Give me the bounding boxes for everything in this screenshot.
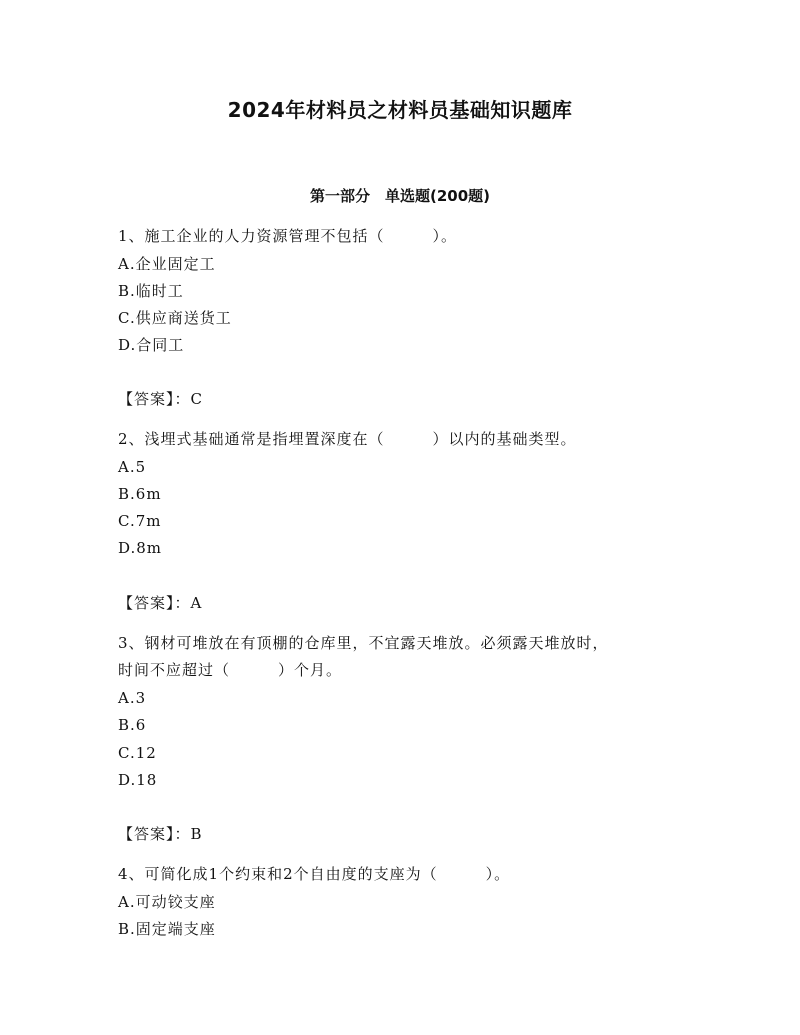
question-2-answer: 【答案】：A [118, 594, 203, 612]
question-1-option-a: A.企业固定工 [118, 255, 216, 273]
question-4-option-a: A.可动铰支座 [118, 893, 216, 911]
question-1-option-b: B.临时工 [118, 282, 184, 300]
question-3-option-b: B.6 [118, 716, 147, 734]
question-1-option-d: D.合同工 [118, 336, 185, 354]
question-3-option-a: A.3 [118, 689, 147, 707]
question-4-option-b: B.固定端支座 [118, 920, 216, 938]
question-2-option-a: A.5 [118, 458, 147, 476]
question-3-stem-line-1: 3、钢材可堆放在有顶棚的仓库里，不宜露天堆放。必须露天堆放时， [118, 634, 609, 652]
question-2-option-d: D.8m [118, 539, 163, 557]
question-3-option-d: D.18 [118, 771, 158, 789]
question-2-option-b: B.6m [118, 485, 162, 503]
question-1-stem: 1、施工企业的人力资源管理不包括（ ）。 [118, 227, 458, 245]
question-1-answer: 【答案】：C [118, 390, 203, 408]
question-4-stem: 4、可简化成1个约束和2个自由度的支座为（ ）。 [118, 865, 511, 883]
question-3-option-c: C.12 [118, 744, 157, 762]
question-3-stem-line-2: 时间不应超过（ ）个月。 [118, 661, 343, 679]
section-title: 第一部分 单选题(200题) [309, 187, 491, 205]
question-2-option-c: C.7m [118, 512, 162, 530]
question-2-stem: 2、浅埋式基础通常是指埋置深度在（ ）以内的基础类型。 [118, 430, 577, 448]
question-1-option-c: C.供应商送货工 [118, 309, 232, 327]
question-3-answer: 【答案】：B [118, 825, 203, 843]
document-title: 2024年材料员之材料员基础知识题库 [227, 98, 573, 122]
